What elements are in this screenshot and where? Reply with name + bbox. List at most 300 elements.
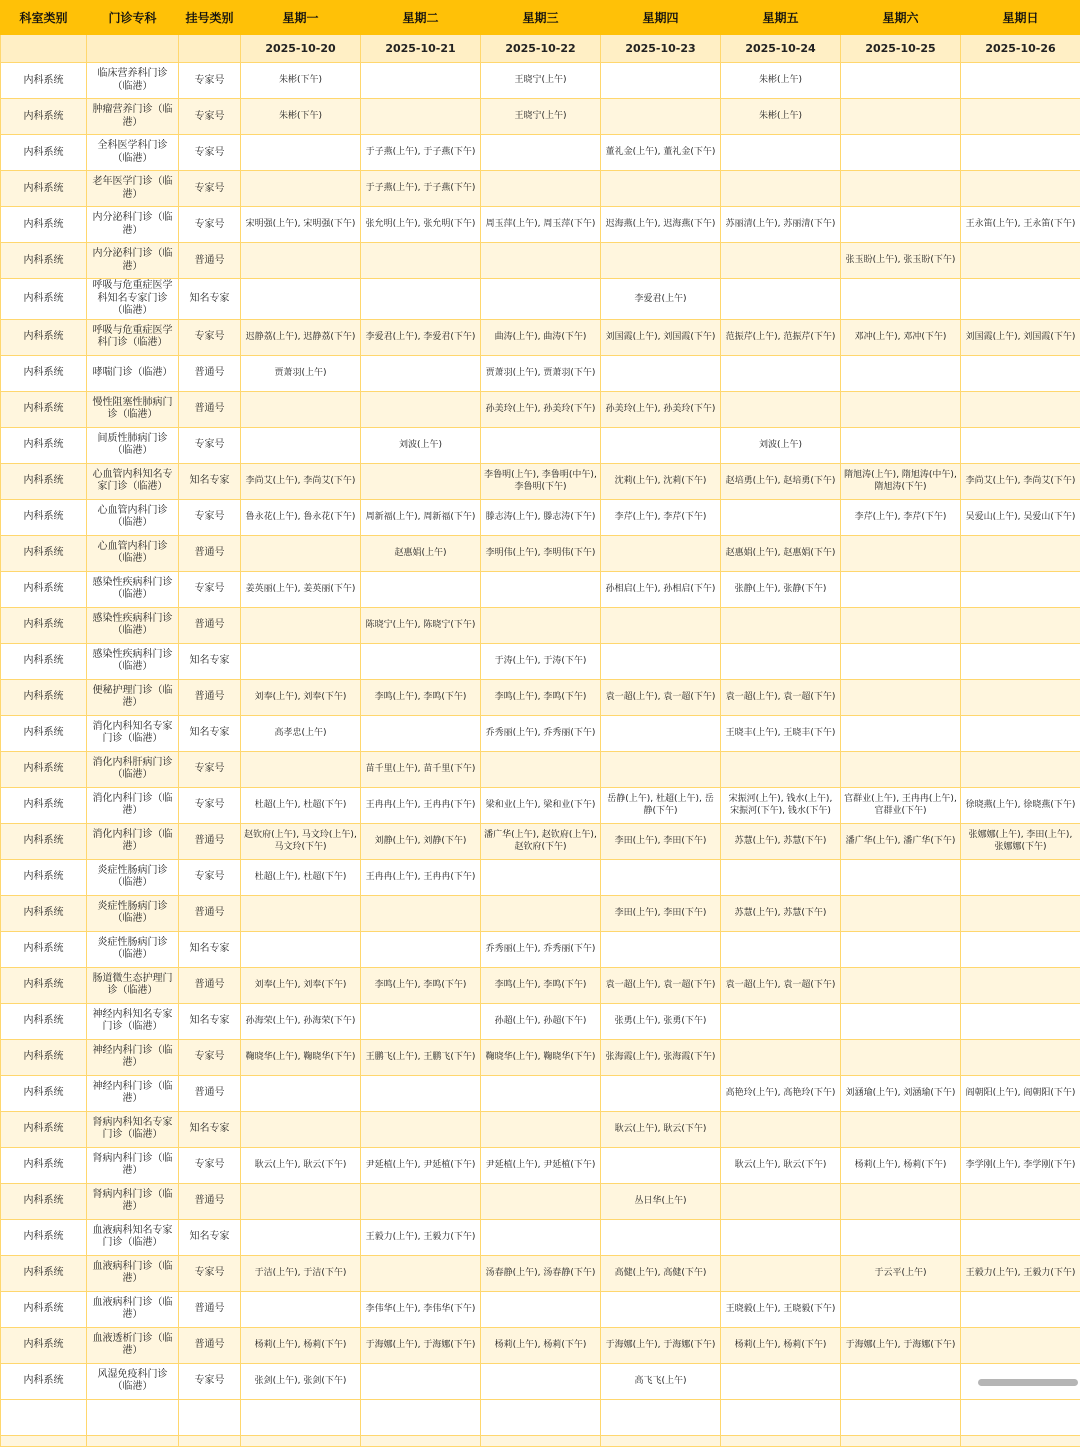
schedule-cell-day-4 [721,1219,841,1255]
category-cell: 内科系统 [1,859,87,895]
specialty-cell: 肿瘤营养门诊（临港） [87,99,179,135]
reg-type-cell: 知名专家 [179,1111,241,1147]
table-row [1,931,1080,967]
reg-type-cell: 普通号 [179,679,241,715]
table-row [1,643,1080,679]
schedule-cell-day-4: 赵培勇(上午), 赵培勇(下午) [721,463,841,499]
schedule-cell-day-1: 刘静(上午), 刘静(下午) [361,823,481,859]
schedule-cell-day-4 [721,499,841,535]
table-row [1,1363,1080,1399]
date-cell-3: 2025-10-23 [601,35,721,63]
schedule-cell-day-5 [841,135,961,171]
reg-type-cell: 普通号 [179,1291,241,1327]
schedule-cell-day-6 [961,679,1080,715]
schedule-cell-day-6 [961,931,1080,967]
reg-type-cell: 知名专家 [179,279,241,320]
schedule-cell-day-5 [841,1435,961,1446]
table-row [1,355,1080,391]
specialty-cell: 感染性疾病科门诊（临港） [87,571,179,607]
date-cell-5: 2025-10-25 [841,35,961,63]
table-row [1,207,1080,243]
schedule-cell-day-3: 李田(上午), 李田(下午) [601,823,721,859]
schedule-cell-day-3: 袁一超(上午), 袁一超(下午) [601,967,721,1003]
schedule-cell-day-0 [241,1183,361,1219]
table-row [1,679,1080,715]
table-row [1,99,1080,135]
schedule-cell-day-0: 高孝忠(上午) [241,715,361,751]
reg-type-cell: 普通号 [179,355,241,391]
schedule-cell-day-3: 丛日华(上午) [601,1183,721,1219]
schedule-cell-day-4: 苏慧(上午), 苏慧(下午) [721,895,841,931]
table-row [1,967,1080,1003]
table-row [1,1147,1080,1183]
schedule-cell-day-1 [361,63,481,99]
schedule-cell-day-6 [961,643,1080,679]
schedule-cell-day-3: 孙美玲(上午), 孙美玲(下午) [601,391,721,427]
schedule-cell-day-3 [601,63,721,99]
schedule-cell-day-1 [361,1183,481,1219]
reg-type-cell: 普通号 [179,607,241,643]
schedule-cell-day-4: 王晓丰(上午), 王晓丰(下午) [721,715,841,751]
schedule-cell-day-6: 吴爱山(上午), 吴爱山(下午) [961,499,1080,535]
schedule-cell-day-2 [481,571,601,607]
schedule-cell-day-5 [841,607,961,643]
table-row [1,715,1080,751]
schedule-cell-day-0 [241,895,361,931]
schedule-cell-day-5 [841,1363,961,1399]
specialty-cell: 临床营养科门诊（临港） [87,63,179,99]
date-cell-4: 2025-10-24 [721,35,841,63]
category-cell: 内科系统 [1,319,87,355]
table-row [1,463,1080,499]
schedule-cell-day-3 [601,427,721,463]
category-cell: 内科系统 [1,715,87,751]
schedule-cell-day-3: 张海霞(上午), 张海霞(下午) [601,1039,721,1075]
schedule-cell-day-2: 贾萧羽(上午), 贾萧羽(下午) [481,355,601,391]
schedule-cell-day-3: 孙相启(上午), 孙相启(下午) [601,571,721,607]
schedule-cell-day-1: 李伟华(上午), 李伟华(下午) [361,1291,481,1327]
category-cell: 内科系统 [1,931,87,967]
table-row [1,1075,1080,1111]
schedule-cell-day-1 [361,1363,481,1399]
schedule-cell-day-4 [721,1003,841,1039]
schedule-cell-day-3: 高健(上午), 高健(下午) [601,1255,721,1291]
category-cell: 内科系统 [1,607,87,643]
schedule-cell-day-1 [361,463,481,499]
reg-type-cell: 专家号 [179,787,241,823]
schedule-cell-day-5 [841,1219,961,1255]
table-head [1,1,1080,63]
schedule-cell-day-0: 于洁(上午), 于洁(下午) [241,1255,361,1291]
schedule-cell-day-2: 孙超(上午), 孙超(下午) [481,1003,601,1039]
schedule-cell-day-0: 耿云(上午), 耿云(下午) [241,1147,361,1183]
specialty-cell: 呼吸与危重症医学科知名专家门诊（临港） [87,279,179,320]
schedule-cell-day-1 [361,715,481,751]
schedule-cell-day-4: 刘波(上午) [721,427,841,463]
schedule-cell-day-0: 刘奉(上午), 刘奉(下午) [241,967,361,1003]
specialty-cell: 炎症性肠病门诊（临港） [87,859,179,895]
schedule-cell-day-2 [481,243,601,279]
schedule-cell-day-0: 鞠晓华(上午), 鞠晓华(下午) [241,1039,361,1075]
schedule-cell-day-3 [601,607,721,643]
schedule-cell-day-3 [601,355,721,391]
schedule-cell-day-2: 周玉萍(上午), 周玉萍(下午) [481,207,601,243]
schedule-cell-day-5: 杨莉(上午), 杨莉(下午) [841,1147,961,1183]
table-row [1,607,1080,643]
schedule-cell-day-1 [361,1111,481,1147]
reg-type-cell: 专家号 [179,1039,241,1075]
schedule-cell-day-0: 迟静荔(上午), 迟静荔(下午) [241,319,361,355]
reg-type-cell: 知名专家 [179,1219,241,1255]
specialty-cell: 炎症性肠病门诊（临港） [87,895,179,931]
table-row [1,823,1080,859]
schedule-cell-day-0: 孙海荣(上午), 孙海荣(下午) [241,1003,361,1039]
reg-type-cell: 专家号 [179,63,241,99]
column-header-2: 挂号类别 [179,1,241,35]
schedule-cell-day-5 [841,643,961,679]
category-cell: 内科系统 [1,1219,87,1255]
schedule-cell-day-6: 王毅力(上午), 王毅力(下午) [961,1255,1080,1291]
schedule-cell-day-6 [961,279,1080,320]
schedule-cell-day-4 [721,391,841,427]
reg-type-cell: 知名专家 [179,463,241,499]
schedule-cell-day-0: 宋明强(上午), 宋明强(下午) [241,207,361,243]
schedule-cell-day-0 [241,427,361,463]
schedule-cell-day-5: 邓冲(上午), 邓冲(下午) [841,319,961,355]
specialty-cell: 全科医学科门诊（临港） [87,135,179,171]
schedule-cell-day-3 [601,1075,721,1111]
schedule-cell-day-4: 苏慧(上午), 苏慧(下午) [721,823,841,859]
schedule-cell-day-3 [601,931,721,967]
schedule-cell-day-3: 于海娜(上午), 于海娜(下午) [601,1327,721,1363]
schedule-cell-day-1: 王毅力(上午), 王毅力(下午) [361,1219,481,1255]
category-cell: 内科系统 [1,751,87,787]
reg-type-cell: 专家号 [179,171,241,207]
category-cell: 内科系统 [1,1255,87,1291]
schedule-cell-day-5 [841,1291,961,1327]
schedule-cell-day-2: 曲涛(上午), 曲涛(下午) [481,319,601,355]
schedule-cell-day-6 [961,715,1080,751]
schedule-cell-day-0: 杜超(上午), 杜超(下午) [241,787,361,823]
schedule-cell-day-2: 孙美玲(上午), 孙美玲(下午) [481,391,601,427]
schedule-cell-day-3 [601,751,721,787]
reg-type-cell: 普通号 [179,1327,241,1363]
schedule-cell-day-6 [961,1327,1080,1363]
schedule-cell-day-4: 耿云(上午), 耿云(下午) [721,1147,841,1183]
schedule-cell-day-0 [241,1291,361,1327]
horizontal-scrollbar-thumb[interactable] [978,1379,1078,1386]
schedule-cell-day-1: 张允明(上午), 张允明(下午) [361,207,481,243]
column-header-1: 门诊专科 [87,1,179,35]
schedule-cell-day-6 [961,571,1080,607]
schedule-cell-day-3: 迟海燕(上午), 迟海燕(下午) [601,207,721,243]
reg-type-cell: 专家号 [179,1255,241,1291]
schedule-cell-day-3 [601,1399,721,1435]
table-row [1,279,1080,320]
table-row [1,1111,1080,1147]
schedule-cell-day-0 [241,279,361,320]
table-row [1,1399,1080,1435]
category-cell: 内科系统 [1,679,87,715]
specialty-cell: 内分泌科门诊（临港） [87,207,179,243]
schedule-cell-day-3 [601,1435,721,1446]
table-row [1,63,1080,99]
specialty-cell: 神经内科门诊（临港） [87,1075,179,1111]
category-cell: 内科系统 [1,171,87,207]
schedule-cell-day-0: 张剑(上午), 张剑(下午) [241,1363,361,1399]
schedule-cell-day-5 [841,751,961,787]
schedule-cell-day-6: 徐晓燕(上午), 徐晓燕(下午) [961,787,1080,823]
schedule-cell-day-4 [721,1363,841,1399]
specialty-cell: 神经内科门诊（临港） [87,1039,179,1075]
reg-type-cell: 普通号 [179,391,241,427]
reg-type-cell: 知名专家 [179,643,241,679]
category-cell: 内科系统 [1,1003,87,1039]
table-row [1,499,1080,535]
category-cell: 内科系统 [1,135,87,171]
schedule-cell-day-4: 苏丽清(上午), 苏丽清(下午) [721,207,841,243]
reg-type-cell: 普通号 [179,1183,241,1219]
schedule-cell-day-0 [241,1219,361,1255]
schedule-cell-day-5 [841,1183,961,1219]
table-row [1,1291,1080,1327]
column-header-4: 星期二 [361,1,481,35]
schedule-cell-day-2 [481,171,601,207]
specialty-cell: 内分泌科门诊（临港） [87,243,179,279]
specialty-cell: 肠道微生态护理门诊（临港） [87,967,179,1003]
schedule-cell-day-6 [961,1291,1080,1327]
schedule-cell-day-3: 耿云(上午), 耿云(下午) [601,1111,721,1147]
table-row [1,895,1080,931]
column-header-5: 星期三 [481,1,601,35]
schedule-cell-day-0: 刘奉(上午), 刘奉(下午) [241,679,361,715]
date-row-spacer [1,35,87,63]
schedule-cell-day-5 [841,679,961,715]
schedule-cell-day-2: 乔秀丽(上午), 乔秀丽(下午) [481,931,601,967]
category-cell: 内科系统 [1,391,87,427]
schedule-cell-day-4 [721,607,841,643]
schedule-cell-day-5 [841,279,961,320]
schedule-cell-day-6 [961,1111,1080,1147]
category-cell [1,1399,87,1435]
schedule-cell-day-5 [841,99,961,135]
category-cell: 内科系统 [1,1183,87,1219]
schedule-cell-day-0 [241,535,361,571]
schedule-cell-day-2: 李鸣(上午), 李鸣(下午) [481,967,601,1003]
schedule-cell-day-6 [961,1435,1080,1446]
schedule-cell-day-6 [961,1039,1080,1075]
schedule-cell-day-2 [481,1219,601,1255]
schedule-cell-day-5 [841,1003,961,1039]
table-row [1,171,1080,207]
category-cell: 内科系统 [1,787,87,823]
schedule-cell-day-5 [841,1399,961,1435]
specialty-cell: 消化内科知名专家门诊（临港） [87,715,179,751]
schedule-cell-day-3: 刘国霞(上午), 刘国霞(下午) [601,319,721,355]
specialty-cell: 便秘护理门诊（临港） [87,679,179,715]
schedule-cell-day-0 [241,931,361,967]
reg-type-cell: 专家号 [179,99,241,135]
schedule-cell-day-1: 王冉冉(上午), 王冉冉(下午) [361,787,481,823]
category-cell: 内科系统 [1,207,87,243]
schedule-cell-day-2: 尹延植(上午), 尹延植(下午) [481,1147,601,1183]
category-cell: 内科系统 [1,463,87,499]
schedule-cell-day-1 [361,1003,481,1039]
schedule-cell-day-1 [361,243,481,279]
reg-type-cell: 专家号 [179,135,241,171]
schedule-cell-day-1: 王鹏飞(上午), 王鹏飞(下午) [361,1039,481,1075]
category-cell: 内科系统 [1,895,87,931]
schedule-cell-day-4: 朱彬(上午) [721,63,841,99]
schedule-cell-day-3 [601,535,721,571]
table-row [1,751,1080,787]
schedule-cell-day-5: 张玉盼(上午), 张玉盼(下午) [841,243,961,279]
schedule-cell-day-1 [361,1255,481,1291]
schedule-cell-day-3: 沈莉(上午), 沈莉(下午) [601,463,721,499]
category-cell: 内科系统 [1,1075,87,1111]
specialty-cell: 血液病科知名专家门诊（临港） [87,1219,179,1255]
schedule-cell-day-6 [961,391,1080,427]
schedule-cell-day-1 [361,279,481,320]
reg-type-cell: 知名专家 [179,1003,241,1039]
schedule-cell-day-4 [721,355,841,391]
schedule-cell-day-1 [361,895,481,931]
schedule-cell-day-0 [241,1435,361,1446]
specialty-cell: 老年医学门诊（临港） [87,171,179,207]
schedule-cell-day-1 [361,355,481,391]
schedule-cell-day-0 [241,135,361,171]
schedule-cell-day-1 [361,391,481,427]
specialty-cell: 消化内科门诊（临港） [87,787,179,823]
schedule-cell-day-4 [721,243,841,279]
schedule-cell-day-4: 朱彬(上午) [721,99,841,135]
specialty-cell: 血液病科门诊（临港） [87,1255,179,1291]
schedule-cell-day-1: 于海娜(上午), 于海娜(下午) [361,1327,481,1363]
schedule-cell-day-2 [481,751,601,787]
schedule-cell-day-0 [241,1075,361,1111]
schedule-cell-day-2 [481,1075,601,1111]
category-cell: 内科系统 [1,1327,87,1363]
schedule-cell-day-6: 张娜娜(上午), 李田(上午), 张娜娜(下午) [961,823,1080,859]
schedule-cell-day-3 [601,1147,721,1183]
schedule-cell-day-3 [601,643,721,679]
schedule-cell-day-4 [721,1435,841,1446]
specialty-cell: 哮喘门诊（临港） [87,355,179,391]
schedule-cell-day-1 [361,931,481,967]
schedule-cell-day-5 [841,207,961,243]
schedule-cell-day-3: 李爱君(上午) [601,279,721,320]
schedule-cell-day-6 [961,171,1080,207]
schedule-cell-day-4: 袁一超(上午), 袁一超(下午) [721,967,841,1003]
reg-type-cell: 专家号 [179,427,241,463]
schedule-cell-day-6: 王永笛(上午), 王永笛(下午) [961,207,1080,243]
schedule-cell-day-2: 李鲁明(上午), 李鲁明(中午), 李鲁明(下午) [481,463,601,499]
category-cell: 内科系统 [1,499,87,535]
schedule-cell-day-4 [721,751,841,787]
schedule-cell-day-2: 潘广华(上午), 赵钦府(上午), 赵钦府(下午) [481,823,601,859]
category-cell: 内科系统 [1,243,87,279]
column-header-9: 星期日 [961,1,1080,35]
schedule-cell-day-0: 姜英丽(上午), 姜英丽(下午) [241,571,361,607]
schedule-cell-day-6 [961,355,1080,391]
date-cell-0: 2025-10-20 [241,35,361,63]
schedule-cell-day-0: 朱彬(下午) [241,99,361,135]
category-cell: 内科系统 [1,967,87,1003]
schedule-cell-day-6 [961,1003,1080,1039]
category-cell: 内科系统 [1,643,87,679]
table-row [1,571,1080,607]
schedule-cell-day-5 [841,535,961,571]
schedule-cell-day-2 [481,1183,601,1219]
schedule-cell-day-3: 高飞飞(上午) [601,1363,721,1399]
specialty-cell: 感染性疾病科门诊（临港） [87,643,179,679]
reg-type-cell: 普通号 [179,535,241,571]
specialty-cell [87,1399,179,1435]
schedule-cell-day-4: 高艳玲(上午), 高艳玲(下午) [721,1075,841,1111]
schedule-cell-day-2: 杨莉(上午), 杨莉(下午) [481,1327,601,1363]
schedule-cell-day-4 [721,279,841,320]
category-cell: 内科系统 [1,63,87,99]
date-cell-2: 2025-10-22 [481,35,601,63]
schedule-cell-day-0: 贾萧羽(上午) [241,355,361,391]
schedule-cell-day-4 [721,859,841,895]
table-row [1,1435,1080,1446]
schedule-cell-day-3 [601,715,721,751]
schedule-cell-day-5 [841,931,961,967]
schedule-cell-day-2 [481,279,601,320]
schedule-cell-day-1: 王冉冉(上午), 王冉冉(下午) [361,859,481,895]
schedule-cell-day-2 [481,1291,601,1327]
schedule-cell-day-0 [241,391,361,427]
category-cell: 内科系统 [1,1147,87,1183]
schedule-cell-day-6 [961,427,1080,463]
schedule-cell-day-2: 鞠晓华(上午), 鞠晓华(下午) [481,1039,601,1075]
schedule-cell-day-3: 李芹(上午), 李芹(下午) [601,499,721,535]
schedule-cell-day-0 [241,1111,361,1147]
schedule-cell-day-6 [961,135,1080,171]
specialty-cell: 消化内科肝病门诊（临港） [87,751,179,787]
schedule-cell-day-5: 于云平(上午) [841,1255,961,1291]
schedule-cell-day-0 [241,607,361,643]
schedule-cell-day-5 [841,571,961,607]
schedule-cell-day-4: 宋振河(上午), 钱水(上午), 宋振河(下午), 钱水(下午) [721,787,841,823]
schedule-cell-day-0 [241,171,361,207]
schedule-cell-day-4 [721,171,841,207]
schedule-cell-day-3 [601,243,721,279]
table-row [1,427,1080,463]
specialty-cell: 血液病科门诊（临港） [87,1291,179,1327]
schedule-cell-day-5: 官群业(上午), 王冉冉(上午), 官群业(下午) [841,787,961,823]
schedule-cell-day-2: 王晓宁(上午) [481,63,601,99]
schedule-cell-day-6 [961,607,1080,643]
category-cell: 内科系统 [1,823,87,859]
specialty-cell: 肾病内科知名专家门诊（临港） [87,1111,179,1147]
schedule-cell-day-2 [481,607,601,643]
column-header-7: 星期五 [721,1,841,35]
schedule-cell-day-5 [841,967,961,1003]
specialty-cell: 肾病内科门诊（临港） [87,1183,179,1219]
schedule-cell-day-2: 乔秀丽(上午), 乔秀丽(下午) [481,715,601,751]
date-row-spacer [87,35,179,63]
category-cell: 内科系统 [1,1111,87,1147]
schedule-cell-day-2: 于涛(上午), 于涛(下午) [481,643,601,679]
table-body [1,63,1080,1447]
schedule-cell-day-1: 陈晓宁(上午), 陈晓宁(下午) [361,607,481,643]
reg-type-cell: 专家号 [179,319,241,355]
schedule-cell-day-3 [601,1291,721,1327]
table-row [1,1255,1080,1291]
schedule-cell-day-5 [841,171,961,207]
